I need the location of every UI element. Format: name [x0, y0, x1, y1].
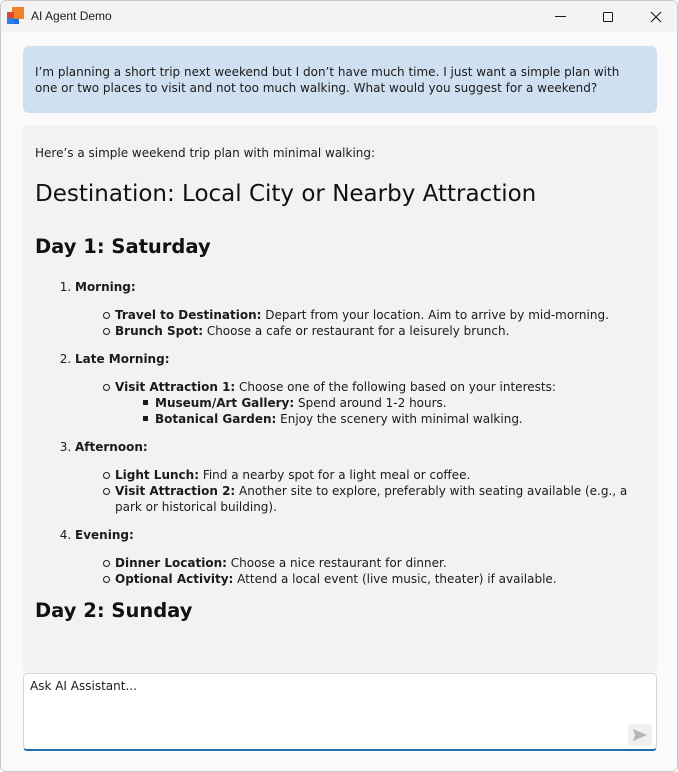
sub-list-item: Museum/Art Gallery: Spend around 1-2 hours.	[155, 395, 645, 411]
period-label: Late Morning:	[75, 352, 170, 366]
period-late-morning	[75, 351, 645, 427]
day1-schedule	[35, 279, 645, 587]
sub-list-item: Botanical Garden: Enjoy the scenery with minimal walking.	[155, 411, 645, 427]
list-item: Travel to Destination: Depart from your location. Aim to arrive by mid-morning.	[115, 307, 645, 323]
period-afternoon	[75, 439, 645, 515]
maximize-button[interactable]	[584, 1, 632, 32]
window-title: AI Agent Demo	[31, 9, 112, 23]
period-label: Evening:	[75, 528, 134, 542]
assistant-message	[23, 125, 657, 673]
list-item: Dinner Location: Choose a nice restaurant for dinner.	[115, 555, 645, 571]
send-button[interactable]	[628, 724, 652, 746]
list-item: Optional Activity: Attend a local event (live music, theater) if available.	[115, 571, 645, 587]
list-item: Visit Attraction 2: Another site to explore, preferably with seating available (e.g., a park or historical building).	[115, 483, 645, 515]
period-evening	[75, 527, 645, 587]
close-button[interactable]	[632, 1, 678, 32]
close-icon	[650, 11, 662, 23]
list-item: Light Lunch: Find a nearby spot for a light meal or coffee.	[115, 467, 645, 483]
chat-input[interactable]	[24, 674, 656, 749]
list-item: Visit Attraction 1: Choose one of the following based on your interests: Museum/Art Gallery: Spend around 1-2 hours. Botanical Garden: Enjoy the scenery with minimal walking.	[115, 379, 645, 427]
day2-heading: Day 2: Sunday	[35, 599, 193, 622]
user-message: I’m planning a short trip next weekend but I don’t have much time. I just want a simple plan with one or two places to visit and not too much walking. What would you suggest for a weekend?	[23, 46, 657, 113]
destination-heading: Destination: Local City or Nearby Attraction	[35, 181, 537, 207]
maximize-icon	[603, 12, 613, 22]
assistant-intro: Here’s a simple weekend trip plan with minimal walking:	[35, 146, 376, 160]
period-morning	[75, 279, 645, 339]
list-item: Brunch Spot: Choose a cafe or restaurant for a leisurely brunch.	[115, 323, 645, 339]
send-icon	[632, 728, 648, 742]
period-label: Morning:	[75, 280, 136, 294]
minimize-button[interactable]	[536, 1, 584, 32]
title-bar[interactable]	[1, 1, 677, 32]
chat-input-box	[23, 673, 657, 751]
day1-heading: Day 1: Saturday	[35, 235, 211, 258]
chat-area	[1, 32, 677, 772]
period-label: Afternoon:	[75, 440, 148, 454]
app-logo-icon	[7, 7, 24, 24]
minimize-icon	[555, 16, 566, 17]
